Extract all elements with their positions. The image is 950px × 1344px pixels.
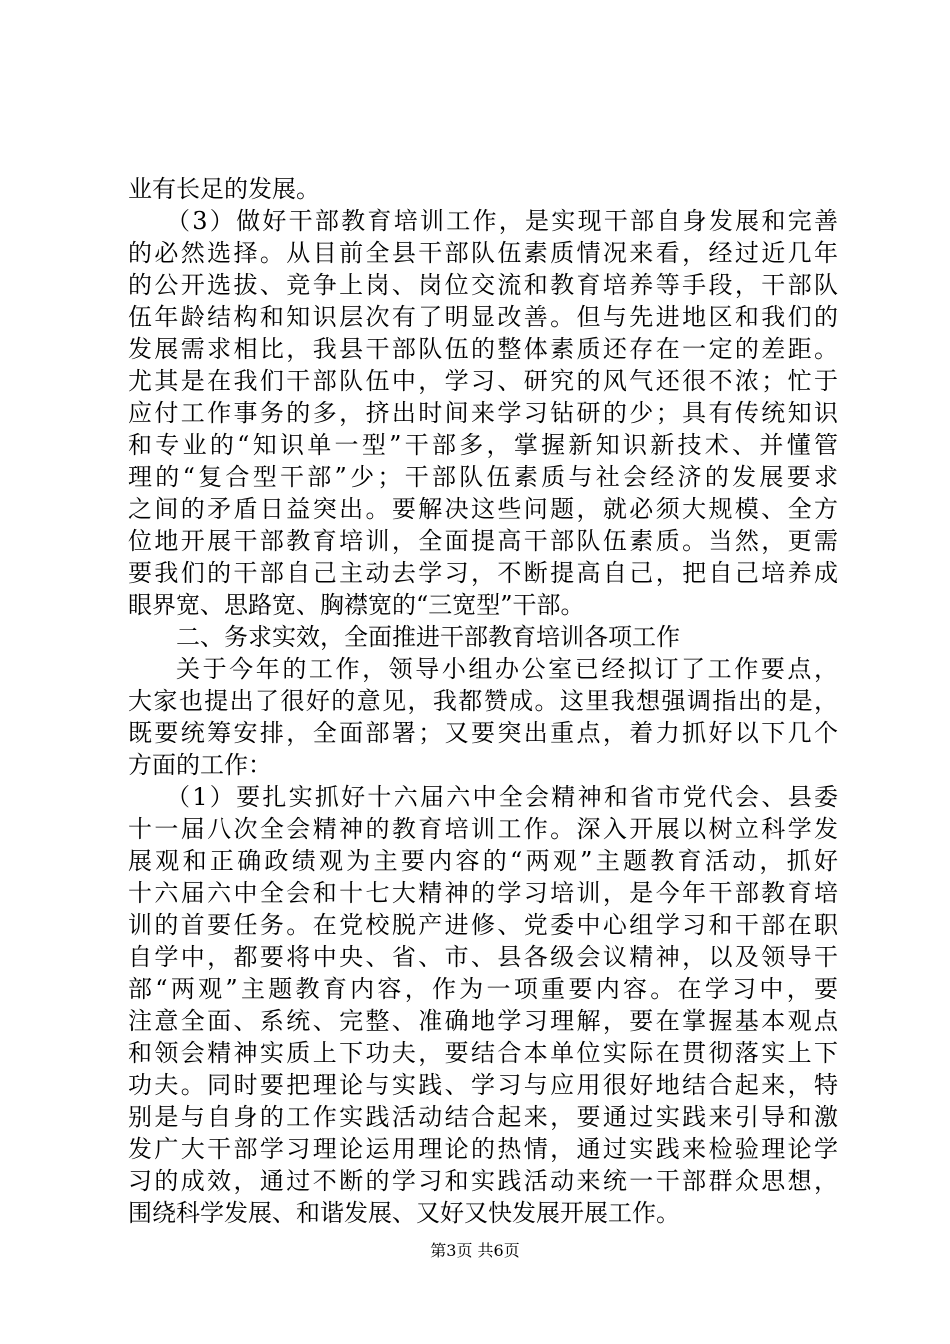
text-line: 围绕科学发展、和谐发展、又好又快发展开展工作。: [128, 1199, 680, 1227]
text-line: 既要统筹安排，全面部署；又要突出重点，着力抓好以下几个: [128, 719, 838, 747]
text-line: 习的成效，通过不断的学习和实践活动来统一干部群众思想，: [128, 1167, 838, 1195]
text-line: 展观和正确政绩观为主要内容的“两观”主题教育活动，抓好: [128, 847, 838, 875]
text-line: 之间的矛盾日益突出。要解决这些问题，就必须大规模、全方: [128, 495, 838, 523]
text-line: 和专业的“知识单一型”干部多，掌握新知识新技术、并懂管: [128, 431, 838, 459]
text-line: （3）做好干部教育培训工作，是实现干部自身发展和完善: [166, 207, 838, 235]
text-line: 位地开展干部教育培训，全面提高干部队伍素质。当然，更需: [128, 527, 838, 555]
text-line: 发广大干部学习理论运用理论的热情，通过实践来检验理论学: [128, 1135, 838, 1163]
text-line: 别是与自身的工作实践活动结合起来，要通过实践来引导和激: [128, 1103, 838, 1131]
document-body: [128, 173, 838, 1229]
text-line: 应付工作事务的多，挤出时间来学习钻研的少；具有传统知识: [128, 399, 838, 427]
text-line: 要我们的干部自己主动去学习，不断提高自己，把自己培养成: [128, 559, 838, 587]
text-line: 发展需求相比，我县干部队伍的整体素质还存在一定的差距。: [128, 335, 838, 363]
text-line: 十一届八次全会精神的教育培训工作。深入开展以树立科学发: [128, 815, 838, 843]
text-line: 二、务求实效，全面推进干部教育培训各项工作: [176, 623, 680, 651]
text-line: 方面的工作：: [128, 751, 272, 779]
text-line: 的必然选择。从目前全县干部队伍素质情况来看，经过近几年: [128, 239, 838, 267]
text-line: 尤其是在我们干部队伍中，学习、研究的风气还很不浓；忙于: [128, 367, 838, 395]
text-line: 业有长足的发展。: [128, 175, 320, 203]
text-line: 和领会精神实质上下功夫，要结合本单位实际在贯彻落实上下: [128, 1039, 838, 1067]
text-line: 理的“复合型干部”少；干部队伍素质与社会经济的发展要求: [128, 463, 838, 491]
text-line: 眼界宽、思路宽、胸襟宽的“三宽型”干部。: [128, 591, 585, 619]
text-line: （1）要扎实抓好十六届六中全会精神和省市党代会、县委: [166, 783, 838, 811]
text-line: 自学中，都要将中央、省、市、县各级会议精神，以及领导干: [128, 943, 838, 971]
text-line: 大家也提出了很好的意见，我都赞成。这里我想强调指出的是，: [128, 687, 838, 715]
text-line: 的公开选拔、竞争上岗、岗位交流和教育培养等手段，干部队: [128, 271, 838, 299]
text-line: 关于今年的工作，领导小组办公室已经拟订了工作要点，: [176, 655, 838, 683]
text-line: 训的首要任务。在党校脱产进修、党委中心组学习和干部在职: [128, 911, 838, 939]
text-line: 伍年龄结构和知识层次有了明显改善。但与先进地区和我们的: [128, 303, 838, 331]
text-line: 功夫。同时要把理论与实践、学习与应用很好地结合起来，特: [128, 1071, 838, 1099]
page-footer: 第3页 共6页: [430, 1241, 520, 1260]
text-line: 注意全面、系统、完整、准确地学习理解，要在掌握基本观点: [128, 1007, 838, 1035]
text-line: 十六届六中全会和十七大精神的学习培训，是今年干部教育培: [128, 879, 838, 907]
text-line: 部“两观”主题教育内容，作为一项重要内容。在学习中，要: [128, 975, 838, 1003]
